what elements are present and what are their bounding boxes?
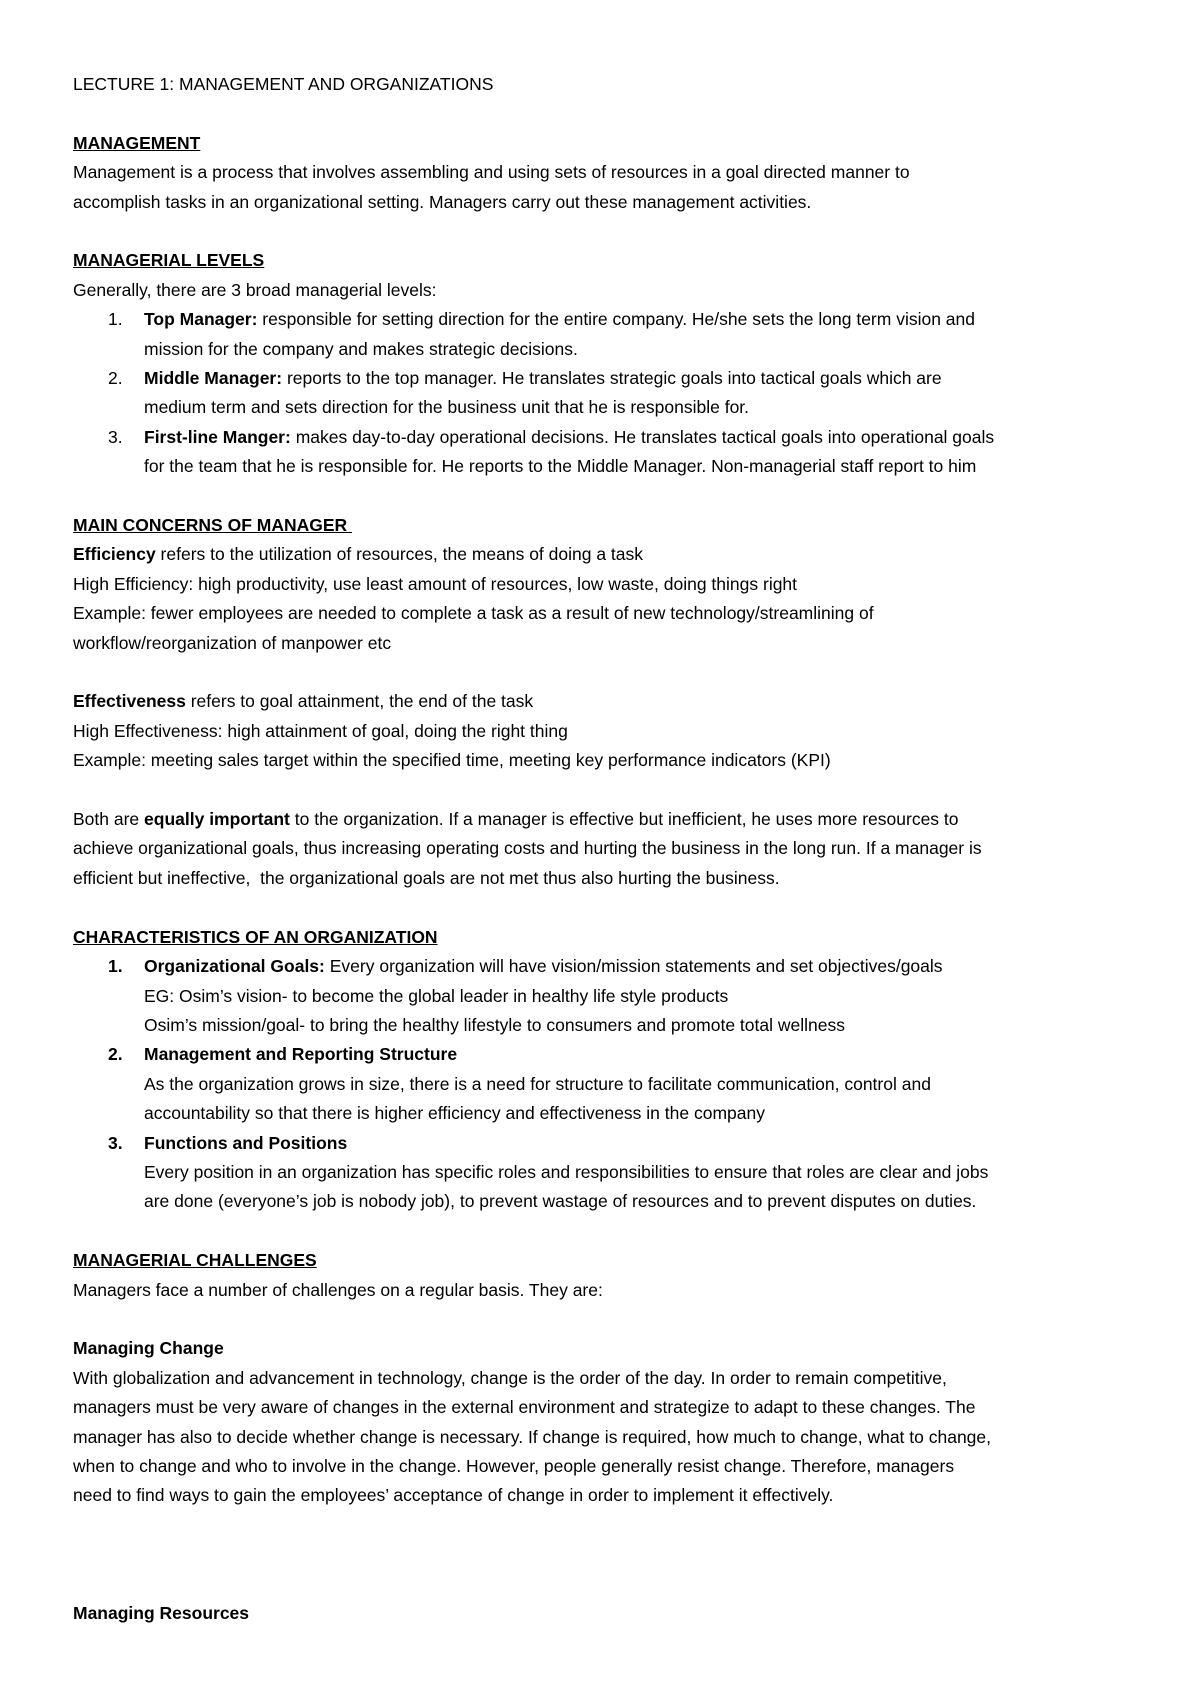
list-text-cont: mission for the company and makes strategic decisions.: [144, 338, 578, 359]
list-text: makes day-to-day operational decisions. He translates tactical goals into operational goals: [290, 426, 995, 447]
list-text: reports to the top manager. He translates strategic goals into tactical goals which are: [282, 368, 942, 389]
managing-change-heading: Managing Change: [73, 1338, 224, 1359]
list-text-cont: for the team that he is responsible for. He reports to the Middle Manager. Non-managerial staff report to him: [144, 456, 977, 477]
high-efficiency-text: High Efficiency: high productivity, use least amount of resources, low waste, doing things right: [73, 573, 798, 594]
efficiency-term: Efficiency: [73, 544, 156, 565]
both-text-pre: Both are: [73, 809, 145, 830]
main-concerns-heading: MAIN CONCERNS OF MANAGER: [73, 515, 353, 536]
management-text-line: accomplish tasks in an organizational setting. Managers carry out these management activities.: [73, 191, 812, 212]
managing-change-line: need to find ways to gain the employees’ acceptance of change in order to implement it effectively.: [73, 1485, 834, 1506]
list-term: Organizational Goals:: [144, 956, 325, 977]
managerial-levels-heading: MANAGERIAL LEVELS: [73, 250, 265, 271]
list-item: [73, 952, 1143, 1040]
managing-change-line: manager has also to decide whether change is necessary. If change is required, how much to change, what to change,: [73, 1426, 992, 1447]
page-title: LECTURE 1: MANAGEMENT AND ORGANIZATIONS: [73, 74, 494, 94]
list-number: 2.: [108, 1044, 123, 1065]
list-text: responsible for setting direction for the entire company. He/she sets the long term vision and: [257, 309, 975, 330]
list-number: 3.: [108, 1132, 123, 1153]
challenges-intro: Managers face a number of challenges on a regular basis. They are:: [73, 1279, 603, 1300]
list-term: Top Manager:: [144, 309, 258, 330]
both-text-post: to the organization. If a manager is effective but inefficient, he uses more resources to: [289, 809, 959, 830]
managing-change-line: managers must be very aware of changes in the external environment and strategize to adapt to these changes. The: [73, 1397, 976, 1418]
managing-change-line: when to change and who to involve in the change. However, people generally resist change. Therefore, managers: [73, 1455, 955, 1476]
characteristics-heading: CHARACTERISTICS OF AN ORGANIZATION: [73, 926, 438, 947]
efficiency-example: Example: fewer employees are needed to complete a task as a result of new technology/streamlining of: [73, 603, 874, 624]
efficiency-definition: refers to the utilization of resources, the means of doing a task: [155, 544, 644, 565]
list-term: Functions and Positions: [144, 1132, 348, 1153]
list-item: [73, 1129, 1143, 1217]
managerial-levels-intro: Generally, there are 3 broad managerial levels:: [73, 279, 437, 300]
list-number: 1.: [108, 956, 123, 977]
list-item: [73, 364, 1143, 423]
effectiveness-example: Example: meeting sales target within the specified time, meeting key performance indicators (KPI): [73, 750, 831, 771]
list-text-cont: are done (everyone’s job is nobody job), to prevent wastage of resources and to prevent disputes on duties.: [144, 1191, 977, 1212]
list-text-cont: As the organization grows in size, there is a need for structure to facilitate communication, control and: [144, 1073, 931, 1094]
both-text-line: achieve organizational goals, thus increasing operating costs and hurting the business in the long run. If a manager is: [73, 838, 982, 859]
effectiveness-definition: refers to goal attainment, the end of the task: [185, 691, 534, 712]
list-text-cont: medium term and sets direction for the business unit that he is responsible for.: [144, 397, 750, 418]
challenges-heading: MANAGERIAL CHALLENGES: [73, 1250, 317, 1271]
list-term: Middle Manager:: [144, 368, 283, 389]
list-term: Management and Reporting Structure: [144, 1044, 458, 1065]
management-text-line: Management is a process that involves assembling and using sets of resources in a goal directed manner to: [73, 162, 910, 183]
managing-resources-heading: Managing Resources: [73, 1602, 250, 1623]
list-text: Every organization will have vision/mission statements and set objectives/goals: [324, 956, 943, 977]
high-effectiveness-text: High Effectiveness: high attainment of goal, doing the right thing: [73, 720, 568, 741]
list-number: 3.: [108, 426, 123, 447]
management-heading: MANAGEMENT: [73, 132, 201, 153]
list-item: [73, 305, 1143, 364]
list-number: 2.: [108, 368, 123, 389]
list-text-cont: Every position in an organization has specific roles and responsibilities to ensure that roles are clear and jobs: [144, 1161, 989, 1182]
list-number: 1.: [108, 309, 123, 330]
list-text-cont: Osim’s mission/goal- to bring the healthy lifestyle to consumers and promote total wellness: [144, 1014, 845, 1035]
list-item: [73, 1040, 1143, 1128]
managing-change-line: With globalization and advancement in technology, change is the order of the day. In order to remain competitive,: [73, 1367, 947, 1388]
list-text-cont: EG: Osim’s vision- to become the global leader in healthy life style products: [144, 985, 729, 1006]
list-term: First-line Manger:: [144, 426, 291, 447]
both-text-bold: equally important: [144, 809, 290, 830]
both-text-line: efficient but ineffective, the organizational goals are not met thus also hurting the business.: [73, 867, 780, 888]
list-text-cont: accountability so that there is higher efficiency and effectiveness in the company: [144, 1103, 765, 1124]
efficiency-example-cont: workflow/reorganization of manpower etc: [73, 632, 392, 653]
list-item: [73, 423, 1143, 482]
effectiveness-term: Effectiveness: [73, 691, 186, 712]
document-page: [73, 70, 1143, 1628]
